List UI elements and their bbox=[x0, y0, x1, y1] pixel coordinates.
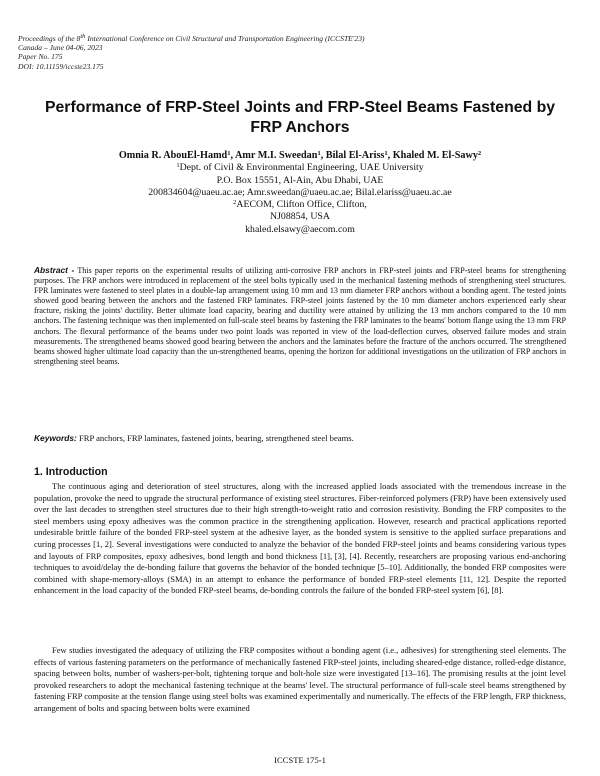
intro-paragraph-1: The continuous aging and deterioration of steel structures, along with the increased applied loads associated with the tremendous increase in the population, provoke the need to upgrade the structural performance of existing steel structures. Fiber-reinforced polymers (FRP) have been extensively used over the last decades to strengthen steel structures due to their high strength-to-weight ratio and corrosion resistivity. Bonding the FRP composites to the steel members using epoxy adhesives was the common practice in the strengthening application. However, research and practical applications reported undesirable brittle failure of the bonded FRP-steel system at the adhesive layer, as the bonded system is sensitive to the applied surface preparations and curing processes [1, 2]. Several investigations were conducted to analyze the behavior of the bonded FRP-steel joints and beams considering various types and layouts of FRP composites, epoxy adhesives, bond length and bond thickness [1], [3], [4]. Recently, researchers are proposing various end-anchoring techniques to avoid/delay the de-bonding failure that governs the behavior of the bonded technique [5–10]. Additionally, the bonded FRP composites were combined with shape-memory-alloys (SMA) in an attempt to enhance the performance of bonded FRP-steel elements [11, 12]. Despite the reported enhancement in the load capacity of the bonded FRP-steel beams, de-bonding controls the failure of the bonded FRP-steel system [6], [8]. bbox=[34, 481, 566, 596]
header-location-date: Canada – June 04-06, 2023 bbox=[18, 43, 103, 53]
affiliation-1-emails: 200834604@uaeu.ac.ae; Amr.sweedan@uaeu.ac.ae; Bilal.elariss@uaeu.ac.ae bbox=[148, 186, 452, 198]
affiliation-2: $^2$AECOM, Clifton Office, Clifton, bbox=[233, 199, 367, 211]
header-conference: Proceedings of the 8th International Conference on Civil Structural and Transportation Engineering (ICCSTE'23) bbox=[18, 33, 365, 43]
abstract-label: Abstract - bbox=[34, 265, 75, 275]
keywords bbox=[34, 433, 566, 444]
author-block bbox=[20, 150, 580, 236]
section-heading: 1. Introduction bbox=[34, 466, 108, 478]
affiliation-2-email: khaled.elsawy@aecom.com bbox=[245, 223, 355, 235]
keywords-text: FRP anchors, FRP laminates, fastened joints, bearing, strengthened steel beams. bbox=[76, 433, 354, 443]
author-names: Omnia R. AbouEl-Hamd$^1$, Amr M.I. Sweedan$^1$, Bilal El-Ariss$^1$, Khaled M. El-Sawy$^2$ bbox=[118, 150, 482, 161]
abstract bbox=[34, 265, 566, 367]
paper-title: Performance of FRP-Steel Joints and FRP-Steel Beams Fastened by FRP Anchors bbox=[44, 99, 556, 136]
author-name: Bilal El-Ariss bbox=[325, 150, 385, 161]
proceedings-header bbox=[18, 34, 578, 71]
author-name: Khaled M. El-Sawy bbox=[392, 150, 478, 161]
intro-paragraph-2: Few studies investigated the adequacy of utilizing the FRP composites without a bonding agent (i.e., adhesives) for strengthening steel elements. The effects of various fastening parameters on the performance of mechanically fastened FRP-steel joints, including sheared-edge distance, rolled-edge distance, spacing between bolts, number of washers-per-bolt, tightening torque and bolt-hole size were investigated [13–16]. The promising results at the joint level provoked researchers to adopt the mechanical fastening technique at the beams' level. The structural performance of full-scale steel beams strengthened by fastening FRP composite at the tension flange using steel bolts was examined experimentally and numerically. The effects of the FRP length, FRP thickness, arrangement of bolts and spacing between bolts were examined bbox=[34, 645, 566, 713]
page-footer: ICCSTE 175-1 bbox=[274, 755, 326, 765]
header-doi: DOI: 10.11159/iccste23.175 bbox=[18, 61, 104, 71]
affiliation-1-address: P.O. Box 15551, Al-Ain, Abu Dhabi, UAE bbox=[216, 174, 384, 186]
keywords-label: Keywords: bbox=[34, 433, 77, 443]
affiliation-1: $^1$Dept. of Civil & Environmental Engineering, UAE University bbox=[176, 162, 424, 174]
abstract-text: This paper reports on the experimental results of utilizing anti-corrosive FRP anchors in FRP-steel joints and FRP-steel beams for strengthening purposes. The FRP anchors were introduced in replacement of the steel bolts typically used in the mechanical fastening methods of strengthening steel structures. FPR laminates were fastened to steel plates in a double-lap arrangement using 10 mm and 13 mm diameter FRP anchors without a bonding agent. The tested joints showed good bearing between the anchors and the fastened FRP laminates. FRP-steel joints fastened by the 10 mm diameter anchors experienced early shear fracture, risking the joints' ductility. Better ultimate load capacity, bearing and ductility were attained by utilizing the 13 mm anchors compared to the 10 mm anchors. The fastening technique was then implemented on full-scale steel beams by fastening the FRP laminates to the beams' bottom flange using the 13 mm FRP anchors. The flexural performance of the beams under two point loads was reported in view of the load-deflection curves, observed failure modes and strain measurements. The strengthened beams showed good bearing between the anchors and the laminates before the fracture of the anchors occurred. The strengthened beams showed higher ultimate load capacity than the un-strengthened beams, opening the horizon for additional investigations on the utilization of FRP anchors in strengthening steel beams. bbox=[34, 266, 566, 366]
author-name: Omnia R. AbouEl-Hamd bbox=[118, 150, 228, 161]
header-paper-number: Paper No. 175 bbox=[18, 52, 63, 62]
author-name: Amr M.I. Sweedan bbox=[235, 150, 318, 161]
affiliation-2-zip: NJ08854, USA bbox=[270, 211, 330, 223]
